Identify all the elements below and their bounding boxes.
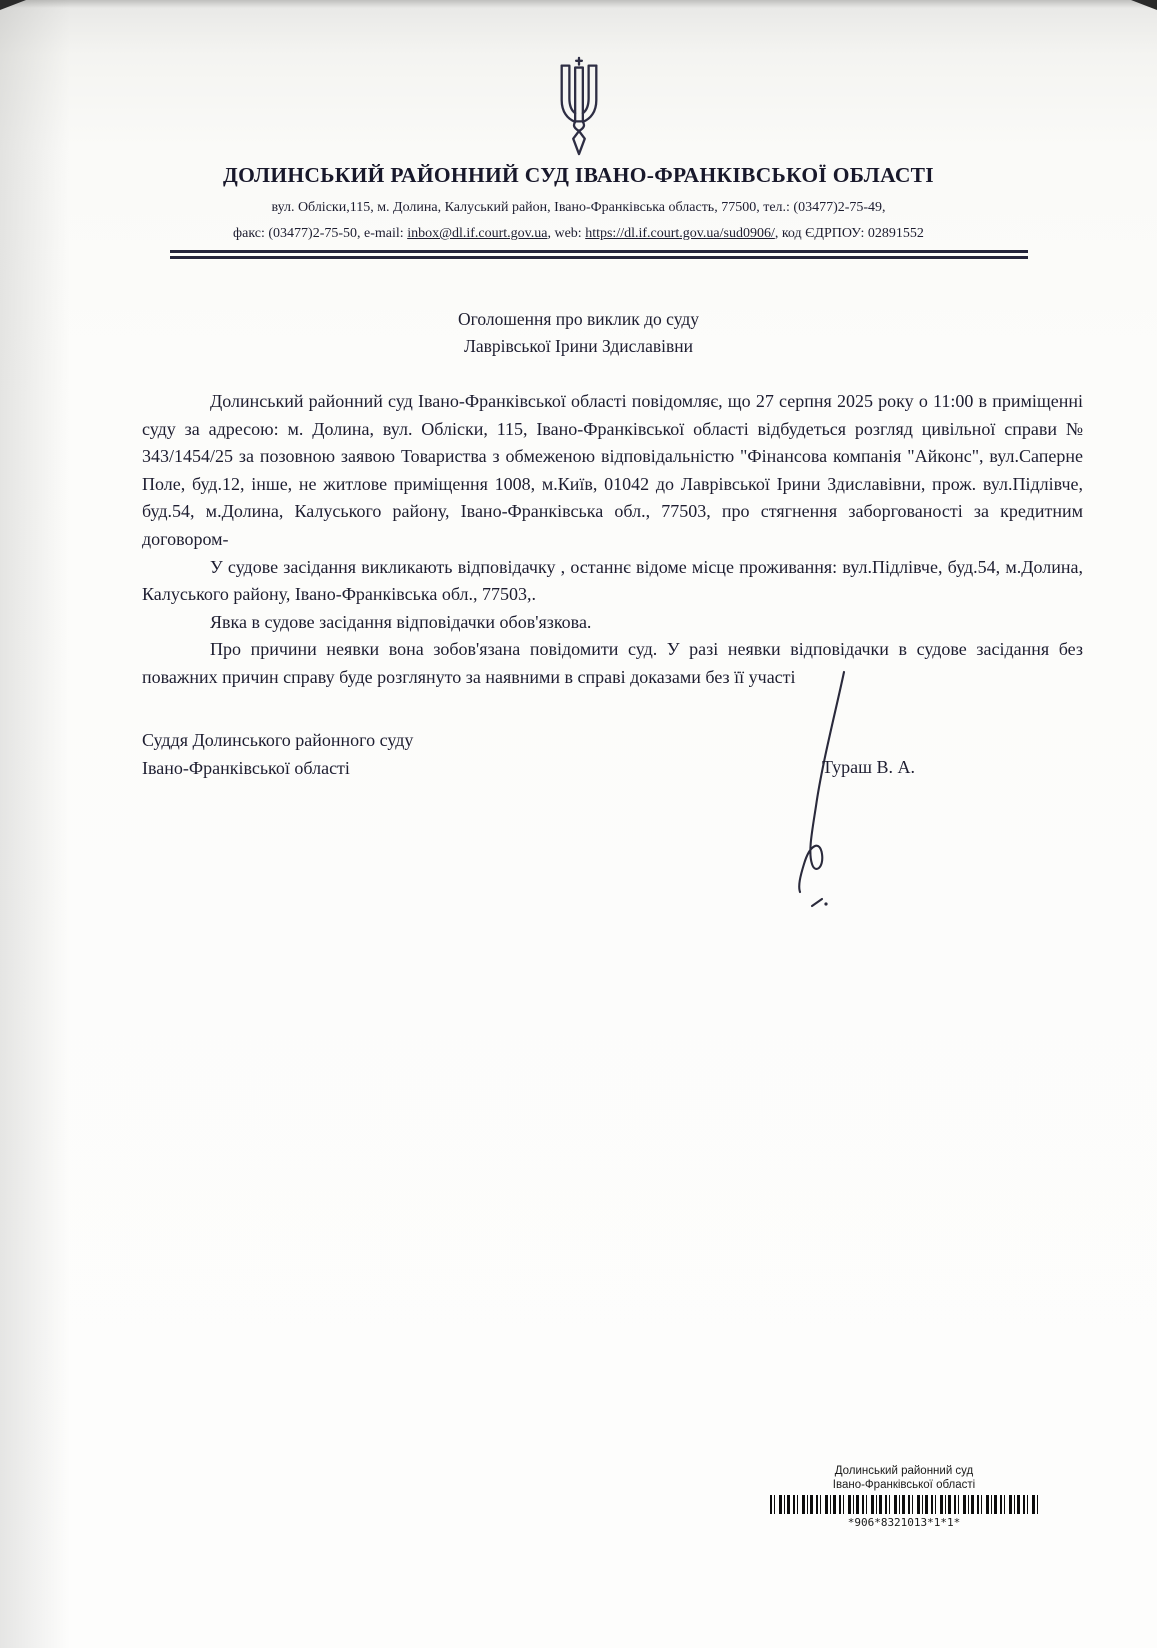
header-divider: [170, 250, 1028, 262]
barcode-label-line1: Долинський районний суд: [834, 1465, 974, 1477]
court-name: ДОЛИНСЬКИЙ РАЙОННИЙ СУД ІВАНО-ФРАНКІВСЬКОЇ ОБЛАСТІ: [223, 163, 934, 187]
scan-artifact-top-left: [0, 0, 26, 10]
judge-title-line1: Суддя Долинського районного суду: [142, 730, 414, 750]
judge-signature: [778, 668, 868, 923]
court-address-line1: вул. Обліски,115, м. Долина, Калуський район, Івано-Франківська область, 77500, тел.: (03477)2-75-49,: [271, 200, 886, 215]
barcode-number: *906*8321013*1*1*: [847, 1516, 961, 1529]
edrpou-text: , код ЄДРПОУ: 02891552: [774, 226, 924, 241]
web-link: https://dl.if.court.gov.ua/sud0906/: [585, 226, 775, 241]
document-body: [142, 388, 1083, 692]
document-title-line2: Лаврівської Ірини Здиславівни: [463, 336, 694, 356]
divider-line-top: [170, 250, 1028, 253]
document-title-line1: Оголошення про виклик до суду: [458, 309, 699, 329]
signature-block: [142, 726, 413, 782]
judge-name: Тураш В. А.: [822, 757, 915, 777]
barcode-label-line2: Івано-Франківської області: [832, 1479, 976, 1491]
tryzub-emblem: [550, 56, 608, 161]
barcode-block: [768, 1464, 1040, 1529]
email-link: inbox@dl.if.court.gov.ua: [407, 226, 548, 241]
fax-text: факс: (03477)2-75-50, e-mail:: [233, 226, 408, 241]
paragraph-consequences: Про причини неявки вона зобов'язана повідомити суд. У разі неявки відповідачки в судове засідання без поважних причин справу буде розглянуто за наявними в справі доказами без її участі: [142, 639, 1083, 687]
barcode: [770, 1495, 1038, 1514]
paragraph-summons: У судове засідання викликають відповідачку , останнє відоме місце проживання: вул.Підлівче, буд.54, м.Долина, Калуського району, Івано-Франківська обл., 77503,.: [142, 556, 1083, 605]
web-label-text: , web:: [547, 226, 586, 241]
judge-title-line2: Івано-Франківської області: [142, 758, 350, 778]
paragraph-announcement: Долинський районний суд Івано-Франківської області повідомляє, що 27 серпня 2025 року о 11:00 в приміщенні суду за адресою: м. Долина, вул. Обліски, 115, Івано-Франківської області відбудеться розгляд цивільної справи № 343/1454/25 за позовною заявою Товариства з обмеженою відповідальністю "Фінансова компанія "Айконс", вул.Саперне Поле, буд.12, інше, не житлове приміщення 1008, м.Київ, 01042 до Лаврівської Ірини Здиславівни, прож. вул.Підлівче, буд.54, м.Долина, Калуського району, Івано-Франківська обл., 77503, про стягнення заборгованості за кредитним договором-: [142, 391, 1083, 549]
scan-artifact-top-right: [1131, 0, 1157, 10]
court-address-line2: [0, 226, 1157, 242]
document-title: [0, 306, 1157, 360]
paragraph-attendance: Явка в судове засідання відповідачки обов'язкова.: [210, 611, 592, 632]
divider-line-bottom: [170, 256, 1028, 259]
